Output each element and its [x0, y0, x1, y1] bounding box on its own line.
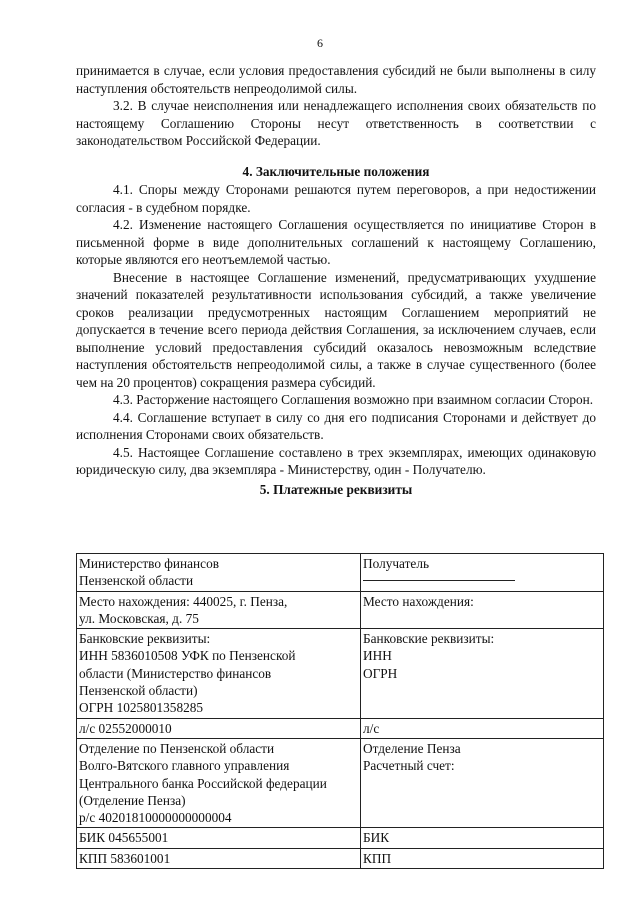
left-cell-line: области (Министерство финансов: [79, 665, 272, 681]
paragraph-4-2: 4.2. Изменение настоящего Соглашения осуществляется по инициативе Сторон в письменной форме в виде дополнительных соглашений к настоящему Соглашению, которые являются его неотъемлемой частью.: [76, 217, 596, 267]
right-cell-line: Место нахождения:: [363, 593, 474, 609]
left-cell-line: р/с 40201810000000000004: [79, 810, 232, 826]
left-cell-line: Пензенской области): [79, 683, 198, 699]
left-cell: [77, 629, 361, 718]
table-row-ministry-recipient-row: [77, 554, 604, 592]
right-cell: [361, 554, 604, 592]
left-cell-line: КПП 583601001: [79, 850, 171, 866]
paragraph-4-4: 4.4. Соглашение вступает в силу со дня его подписания Сторонами и действует до исполнения Сторонами своих обязательств.: [76, 409, 596, 442]
table-row-kpp-row: [77, 848, 604, 868]
right-cell-line: КПП: [363, 850, 392, 866]
paragraph-4-2-amendments: Внесение в настоящее Соглашение изменений, предусматривающих ухудшение значений показателей результативности использования субсидий, а также увеличение сроков реализации предусмотренных настоящим Соглашением мероприятий не допускается в течение всего периода действия Соглашения, за исключением случаев, если выполнение условий предоставления субсидий оказалось невозможным вследствие наступления обстоятельств непреодолимой силы, а также в случае существенного (более чем на 20 процентов) сокращения размера субсидий.: [76, 269, 596, 390]
right-cell: [361, 718, 604, 738]
table-row-bik-row: [77, 828, 604, 848]
left-cell: [77, 554, 361, 592]
left-cell-line: Отделение по Пензенской области: [79, 740, 275, 756]
paragraph-4-5: 4.5. Настоящее Соглашение составлено в трех экземплярах, имеющих одинаковую юридическую силу, два экземпляра - Министерству, один - Получателю.: [76, 444, 596, 477]
paragraph-4-3: 4.3. Расторжение настоящего Соглашения возможно при взаимном согласии Сторон.: [113, 392, 594, 407]
left-cell: [77, 738, 361, 827]
left-cell: [77, 848, 361, 868]
right-cell-line: л/с: [363, 720, 380, 736]
page-number: 6: [317, 36, 323, 50]
payment-details-table: [76, 553, 604, 869]
left-cell-line: л/с 02552000010: [79, 720, 172, 736]
left-cell-line: Место нахождения: 440025, г. Пенза,: [79, 593, 288, 609]
paragraph-3-2: 3.2. В случае неисполнения или ненадлежащего исполнения своих обязательств по настоящему Соглашению Стороны несут ответственность в соответствии с законодательством Российской Федерации.: [76, 98, 596, 148]
right-cell-line: Отделение Пенза: [363, 740, 461, 756]
left-cell-line: (Отделение Пенза): [79, 792, 186, 808]
document-body: [76, 62, 596, 501]
table-row-address-row: [77, 591, 604, 629]
right-cell-line: Расчетный счет:: [363, 758, 455, 774]
right-cell: [361, 629, 604, 718]
right-cell-line: Получатель: [363, 556, 430, 571]
left-cell-line: ОГРН 1025801358285: [79, 700, 204, 716]
right-cell: [361, 848, 604, 868]
left-cell: [77, 591, 361, 629]
paragraph-4-1: 4.1. Споры между Сторонами решаются путем переговоров, а при недостижении согласия - в судебном порядке.: [76, 182, 596, 215]
left-cell-line: Центрального банка Российской федерации: [79, 775, 327, 791]
table-row-account-row: [77, 718, 604, 738]
left-cell-line: Министерство финансов: [79, 556, 220, 571]
left-cell: [77, 718, 361, 738]
left-cell-line: Банковские реквизиты:: [79, 631, 211, 647]
right-cell: [361, 738, 604, 827]
right-cell-line: БИК: [363, 830, 390, 846]
right-cell-line: ИНН: [363, 648, 392, 664]
right-cell: [361, 591, 604, 629]
left-cell-line: ул. Московская, д. 75: [79, 610, 199, 626]
right-cell-line: ОГРН: [363, 665, 398, 681]
section-4-heading: 4. Заключительные положения: [242, 163, 430, 179]
left-cell-line: ИНН 5836010508 УФК по Пензенской: [79, 648, 296, 664]
left-cell-line: Пензенской области: [79, 573, 194, 589]
left-cell-line: БИК 045655001: [79, 830, 169, 846]
recipient-name-blank-line: [363, 574, 515, 581]
left-cell: [77, 828, 361, 848]
left-cell-line: Волго-Вятского главного управления: [79, 758, 290, 774]
paragraph-continuation: принимается в случае, если условия предоставления субсидий не были выполнены в силу наступления обстоятельств непреодолимой силы.: [76, 63, 596, 96]
right-cell: [361, 828, 604, 848]
table-row-bank-branch-row: [77, 738, 604, 827]
table-row-bank-details-row: [77, 629, 604, 718]
section-5-heading: 5. Платежные реквизиты: [259, 481, 413, 497]
right-cell-line: Банковские реквизиты:: [363, 631, 495, 647]
